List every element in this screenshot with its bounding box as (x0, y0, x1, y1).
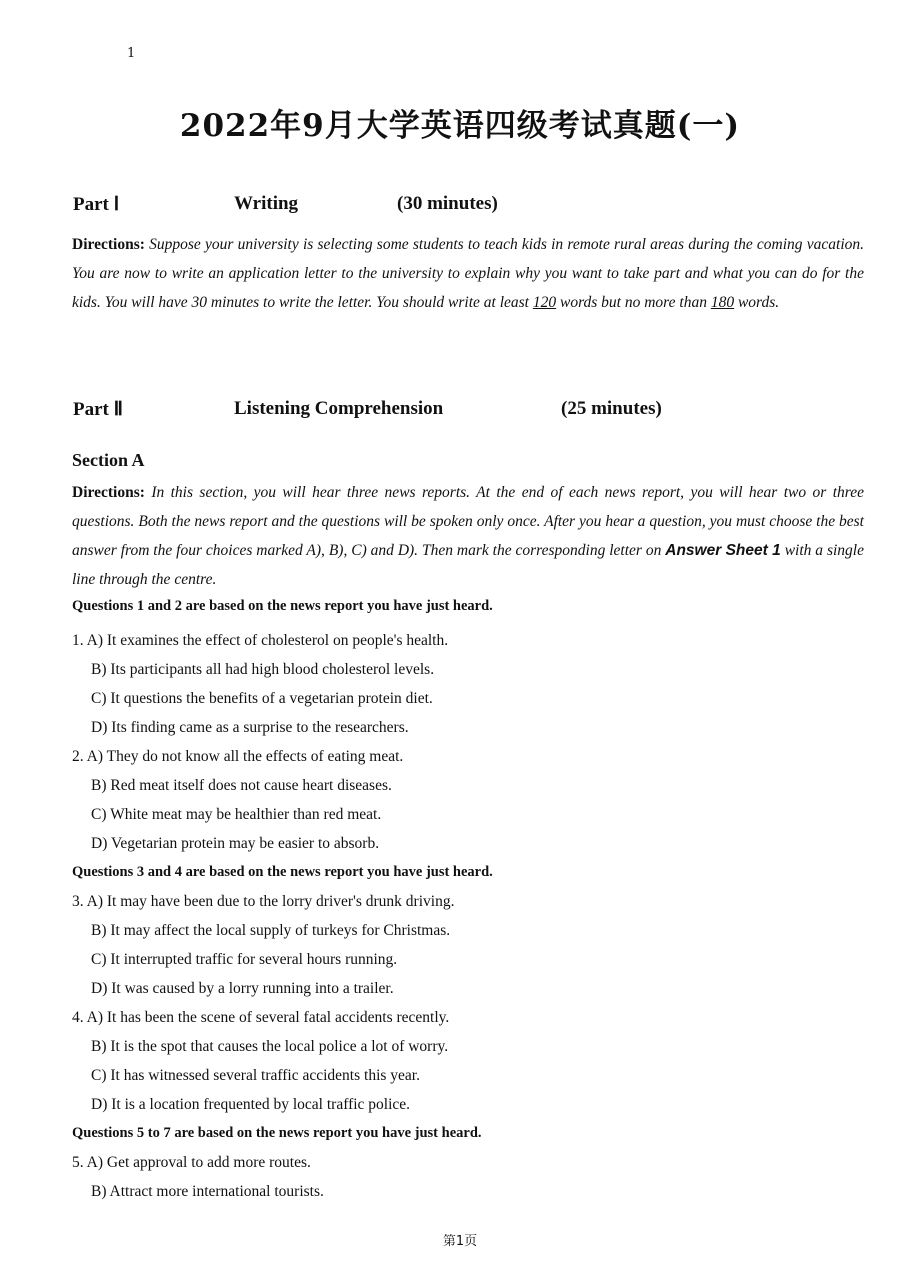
min-words: 120 (532, 294, 557, 311)
part1-name: Writing (234, 193, 299, 214)
q2-option-a: 2. A) They do not know all the effects of eating meat. (72, 748, 404, 765)
question-group-heading: Questions 1 and 2 are based on the news report you have just heard. (72, 598, 493, 614)
page-footer: 第1页 (442, 1234, 478, 1249)
q2-option-d: D) Vegetarian protein may be easier to absorb. (91, 835, 380, 852)
q2-option-b: B) Red meat itself does not cause heart diseases. (91, 777, 392, 794)
q2-option-c: C) White meat may be healthier than red meat. (91, 806, 382, 823)
part1-label: Part Ⅰ (73, 194, 120, 215)
q4-option-d: D) It is a location frequented by local traffic police. (91, 1096, 411, 1113)
directions-text: In this section, you will hear three news reports. At the end of each news report, you will hear two or three questions. Both the news report and the questions will be spoken only once. After you hear a question, you must choose the best answer from the four choices marked A), B), C) and D). Then mark the corresponding letter on (72, 484, 864, 559)
q3-option-c: C) It interrupted traffic for several hours running. (91, 951, 398, 968)
q5-option-b: B) Attract more international tourists. (91, 1183, 324, 1200)
part2-directions (72, 478, 864, 594)
directions-text: Suppose your university is selecting some students to teach kids in remote rural areas during the coming vacation. You are now to write an application letter to the university to explain why you want to take part and what you can do for the kids. You will have 30 minutes to write the letter. You should write at least (72, 236, 864, 311)
q1-option-d: D) Its finding came as a surprise to the researchers. (91, 719, 409, 736)
question-group-heading: Questions 5 to 7 are based on the news report you have just heard. (72, 1125, 482, 1141)
question-group-heading: Questions 3 and 4 are based on the news report you have just heard. (72, 864, 493, 880)
answer-sheet-ref: Answer Sheet 1 (665, 542, 781, 559)
q1-option-a: 1. A) It examines the effect of cholesterol on people's health. (72, 632, 449, 649)
q4-option-a: 4. A) It has been the scene of several fatal accidents recently. (72, 1009, 450, 1026)
page-marker: 1 (127, 46, 136, 61)
part1-time: (30 minutes) (397, 193, 498, 214)
directions-label: Directions: (72, 236, 145, 253)
part2-label: Part Ⅱ (73, 399, 123, 420)
q5-option-a: 5. A) Get approval to add more routes. (72, 1154, 311, 1171)
part2-time: (25 minutes) (561, 398, 662, 419)
q1-option-b: B) Its participants all had high blood cholesterol levels. (91, 661, 435, 678)
directions-text-3: words. (734, 294, 780, 311)
q3-option-b: B) It may affect the local supply of turkeys for Christmas. (91, 922, 451, 939)
page-title: 2022年9月大学英语四级考试真题(一) (179, 108, 741, 144)
q3-option-a: 3. A) It may have been due to the lorry driver's drunk driving. (72, 893, 455, 910)
directions-text-2: with a single line through the centre. (72, 542, 864, 588)
directions-label: Directions: (72, 484, 145, 501)
q3-option-d: D) It was caused by a lorry running into a trailer. (91, 980, 394, 997)
q4-option-c: C) It has witnessed several traffic accidents this year. (91, 1067, 420, 1084)
max-words: 180 (710, 294, 735, 311)
section-a-heading: Section A (72, 450, 145, 470)
part2-name: Listening Comprehension (234, 398, 444, 419)
q4-option-b: B) It is the spot that causes the local police a lot of worry. (91, 1038, 449, 1055)
part1-directions (72, 230, 864, 317)
directions-text-2: words but no more than (556, 294, 711, 311)
q1-option-c: C) It questions the benefits of a vegetarian protein diet. (91, 690, 433, 707)
